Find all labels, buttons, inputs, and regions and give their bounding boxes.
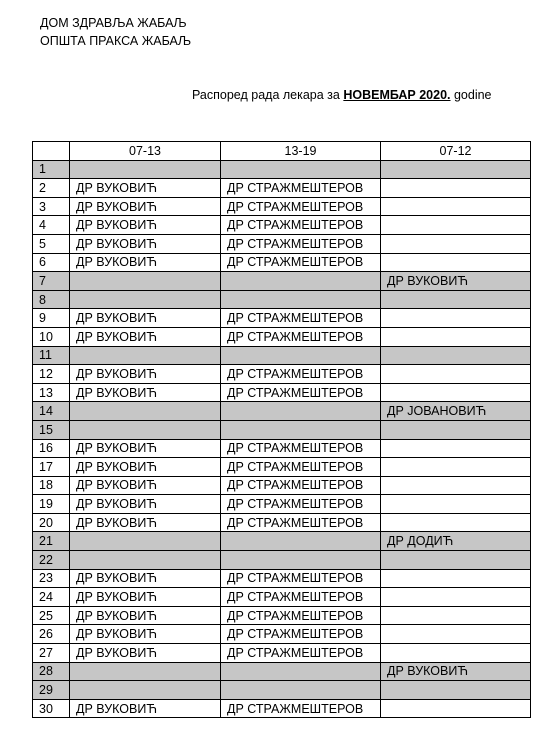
shift-2-cell: ДР СТРАЖМЕШТЕРОВ bbox=[221, 495, 381, 514]
shift-3-cell bbox=[381, 681, 531, 700]
shift-3-cell bbox=[381, 458, 531, 477]
shift-2-cell bbox=[221, 160, 381, 179]
day-cell: 28 bbox=[33, 662, 70, 681]
shift-2-cell bbox=[221, 346, 381, 365]
shift-3-cell bbox=[381, 216, 531, 235]
shift-3-cell bbox=[381, 699, 531, 718]
table-row bbox=[33, 420, 531, 439]
shift-2-cell: ДР СТРАЖМЕШТЕРОВ bbox=[221, 606, 381, 625]
shift-1-cell: ДР ВУКОВИЋ bbox=[70, 644, 221, 663]
shift-1-cell: ДР ВУКОВИЋ bbox=[70, 625, 221, 644]
day-cell: 20 bbox=[33, 513, 70, 532]
table-row bbox=[33, 569, 531, 588]
table-row bbox=[33, 439, 531, 458]
shift-3-cell bbox=[381, 179, 531, 198]
shift-1-cell bbox=[70, 551, 221, 570]
shift-3-cell bbox=[381, 234, 531, 253]
shift-3-cell bbox=[381, 160, 531, 179]
day-cell: 11 bbox=[33, 346, 70, 365]
shift-3-cell bbox=[381, 253, 531, 272]
day-cell: 16 bbox=[33, 439, 70, 458]
table-row bbox=[33, 402, 531, 421]
shift-1-cell bbox=[70, 402, 221, 421]
day-cell: 26 bbox=[33, 625, 70, 644]
shift-1-cell bbox=[70, 681, 221, 700]
shift-1-cell: ДР ВУКОВИЋ bbox=[70, 458, 221, 477]
table-header-row bbox=[33, 142, 531, 161]
column-header-day bbox=[33, 142, 70, 161]
day-cell: 8 bbox=[33, 290, 70, 309]
day-cell: 13 bbox=[33, 383, 70, 402]
shift-1-cell bbox=[70, 532, 221, 551]
shift-3-cell: ДР ВУКОВИЋ bbox=[381, 662, 531, 681]
table-row bbox=[33, 606, 531, 625]
shift-2-cell: ДР СТРАЖМЕШТЕРОВ bbox=[221, 625, 381, 644]
day-cell: 3 bbox=[33, 197, 70, 216]
day-cell: 30 bbox=[33, 699, 70, 718]
shift-2-cell: ДР СТРАЖМЕШТЕРОВ bbox=[221, 476, 381, 495]
day-cell: 29 bbox=[33, 681, 70, 700]
day-cell: 9 bbox=[33, 309, 70, 328]
schedule-title bbox=[192, 88, 492, 102]
table-row bbox=[33, 495, 531, 514]
table-row bbox=[33, 551, 531, 570]
table-row bbox=[33, 253, 531, 272]
day-cell: 25 bbox=[33, 606, 70, 625]
table-row bbox=[33, 681, 531, 700]
table-row bbox=[33, 290, 531, 309]
day-cell: 4 bbox=[33, 216, 70, 235]
day-cell: 22 bbox=[33, 551, 70, 570]
table-row bbox=[33, 216, 531, 235]
table-row bbox=[33, 699, 531, 718]
shift-1-cell bbox=[70, 160, 221, 179]
shift-1-cell: ДР ВУКОВИЋ bbox=[70, 253, 221, 272]
day-cell: 23 bbox=[33, 569, 70, 588]
shift-1-cell: ДР ВУКОВИЋ bbox=[70, 234, 221, 253]
day-cell: 17 bbox=[33, 458, 70, 477]
shift-1-cell: ДР ВУКОВИЋ bbox=[70, 309, 221, 328]
shift-2-cell: ДР СТРАЖМЕШТЕРОВ bbox=[221, 588, 381, 607]
shift-1-cell: ДР ВУКОВИЋ bbox=[70, 365, 221, 384]
day-cell: 5 bbox=[33, 234, 70, 253]
shift-2-cell: ДР СТРАЖМЕШТЕРОВ bbox=[221, 234, 381, 253]
shift-3-cell bbox=[381, 513, 531, 532]
shift-3-cell bbox=[381, 606, 531, 625]
shift-1-cell bbox=[70, 272, 221, 291]
day-cell: 10 bbox=[33, 327, 70, 346]
table-row bbox=[33, 309, 531, 328]
shift-2-cell: ДР СТРАЖМЕШТЕРОВ bbox=[221, 644, 381, 663]
shift-1-cell bbox=[70, 662, 221, 681]
department-name: ОПШТА ПРАКСА ЖАБАЉ bbox=[40, 34, 192, 48]
shift-3-cell bbox=[381, 327, 531, 346]
table-row bbox=[33, 625, 531, 644]
day-cell: 12 bbox=[33, 365, 70, 384]
shift-1-cell: ДР ВУКОВИЋ bbox=[70, 513, 221, 532]
day-cell: 18 bbox=[33, 476, 70, 495]
shift-2-cell: ДР СТРАЖМЕШТЕРОВ bbox=[221, 327, 381, 346]
shift-1-cell: ДР ВУКОВИЋ bbox=[70, 699, 221, 718]
shift-1-cell: ДР ВУКОВИЋ bbox=[70, 569, 221, 588]
day-cell: 27 bbox=[33, 644, 70, 663]
shift-1-cell bbox=[70, 290, 221, 309]
shift-3-cell bbox=[381, 346, 531, 365]
day-cell: 2 bbox=[33, 179, 70, 198]
shift-2-cell bbox=[221, 662, 381, 681]
shift-1-cell: ДР ВУКОВИЋ bbox=[70, 588, 221, 607]
day-cell: 7 bbox=[33, 272, 70, 291]
column-header-shift-1: 07-13 bbox=[70, 142, 221, 161]
table-row bbox=[33, 532, 531, 551]
shift-3-cell bbox=[381, 588, 531, 607]
shift-2-cell bbox=[221, 272, 381, 291]
shift-3-cell bbox=[381, 476, 531, 495]
shift-1-cell: ДР ВУКОВИЋ bbox=[70, 197, 221, 216]
shift-1-cell: ДР ВУКОВИЋ bbox=[70, 439, 221, 458]
shift-1-cell: ДР ВУКОВИЋ bbox=[70, 476, 221, 495]
shift-1-cell: ДР ВУКОВИЋ bbox=[70, 216, 221, 235]
title-prefix: Распоред рада лекара за bbox=[192, 88, 344, 102]
shift-2-cell: ДР СТРАЖМЕШТЕРОВ bbox=[221, 309, 381, 328]
shift-2-cell bbox=[221, 551, 381, 570]
shift-2-cell: ДР СТРАЖМЕШТЕРОВ bbox=[221, 439, 381, 458]
title-suffix: godine bbox=[450, 88, 492, 102]
shift-3-cell bbox=[381, 420, 531, 439]
table-row bbox=[33, 197, 531, 216]
table-row bbox=[33, 234, 531, 253]
table-row bbox=[33, 365, 531, 384]
shift-1-cell bbox=[70, 346, 221, 365]
shift-3-cell bbox=[381, 439, 531, 458]
shift-3-cell bbox=[381, 383, 531, 402]
shift-2-cell bbox=[221, 532, 381, 551]
shift-3-cell bbox=[381, 495, 531, 514]
shift-1-cell bbox=[70, 420, 221, 439]
schedule-table bbox=[32, 141, 531, 718]
shift-3-cell bbox=[381, 569, 531, 588]
shift-3-cell bbox=[381, 290, 531, 309]
shift-2-cell: ДР СТРАЖМЕШТЕРОВ bbox=[221, 513, 381, 532]
shift-3-cell bbox=[381, 365, 531, 384]
shift-1-cell: ДР ВУКОВИЋ bbox=[70, 606, 221, 625]
table-row bbox=[33, 458, 531, 477]
shift-2-cell: ДР СТРАЖМЕШТЕРОВ bbox=[221, 383, 381, 402]
shift-2-cell: ДР СТРАЖМЕШТЕРОВ bbox=[221, 458, 381, 477]
day-cell: 15 bbox=[33, 420, 70, 439]
shift-2-cell: ДР СТРАЖМЕШТЕРОВ bbox=[221, 253, 381, 272]
shift-2-cell bbox=[221, 420, 381, 439]
day-cell: 1 bbox=[33, 160, 70, 179]
table-row bbox=[33, 644, 531, 663]
shift-3-cell: ДР ДОДИЋ bbox=[381, 532, 531, 551]
shift-1-cell: ДР ВУКОВИЋ bbox=[70, 383, 221, 402]
table-row bbox=[33, 346, 531, 365]
table-row bbox=[33, 160, 531, 179]
shift-2-cell: ДР СТРАЖМЕШТЕРОВ bbox=[221, 179, 381, 198]
table-row bbox=[33, 327, 531, 346]
shift-3-cell bbox=[381, 551, 531, 570]
day-cell: 6 bbox=[33, 253, 70, 272]
shift-3-cell bbox=[381, 197, 531, 216]
shift-3-cell: ДР ВУКОВИЋ bbox=[381, 272, 531, 291]
shift-2-cell: ДР СТРАЖМЕШТЕРОВ bbox=[221, 197, 381, 216]
shift-1-cell: ДР ВУКОВИЋ bbox=[70, 179, 221, 198]
column-header-shift-2: 13-19 bbox=[221, 142, 381, 161]
org-name: ДОМ ЗДРАВЉА ЖАБАЉ bbox=[40, 16, 187, 30]
table-row bbox=[33, 179, 531, 198]
table-row bbox=[33, 272, 531, 291]
shift-2-cell bbox=[221, 681, 381, 700]
table-body bbox=[33, 160, 531, 718]
shift-2-cell bbox=[221, 402, 381, 421]
shift-3-cell bbox=[381, 625, 531, 644]
day-cell: 19 bbox=[33, 495, 70, 514]
shift-2-cell: ДР СТРАЖМЕШТЕРОВ bbox=[221, 216, 381, 235]
table-row bbox=[33, 588, 531, 607]
table-row bbox=[33, 476, 531, 495]
shift-3-cell bbox=[381, 309, 531, 328]
table-row bbox=[33, 513, 531, 532]
table-row bbox=[33, 383, 531, 402]
day-cell: 14 bbox=[33, 402, 70, 421]
shift-2-cell: ДР СТРАЖМЕШТЕРОВ bbox=[221, 569, 381, 588]
day-cell: 24 bbox=[33, 588, 70, 607]
shift-1-cell: ДР ВУКОВИЋ bbox=[70, 327, 221, 346]
shift-3-cell bbox=[381, 644, 531, 663]
shift-1-cell: ДР ВУКОВИЋ bbox=[70, 495, 221, 514]
title-month: НОВЕМБАР 2020. bbox=[343, 88, 451, 102]
column-header-shift-3: 07-12 bbox=[381, 142, 531, 161]
shift-2-cell bbox=[221, 290, 381, 309]
shift-2-cell: ДР СТРАЖМЕШТЕРОВ bbox=[221, 365, 381, 384]
day-cell: 21 bbox=[33, 532, 70, 551]
shift-3-cell: ДР ЈОВАНОВИЋ bbox=[381, 402, 531, 421]
shift-2-cell: ДР СТРАЖМЕШТЕРОВ bbox=[221, 699, 381, 718]
table-row bbox=[33, 662, 531, 681]
